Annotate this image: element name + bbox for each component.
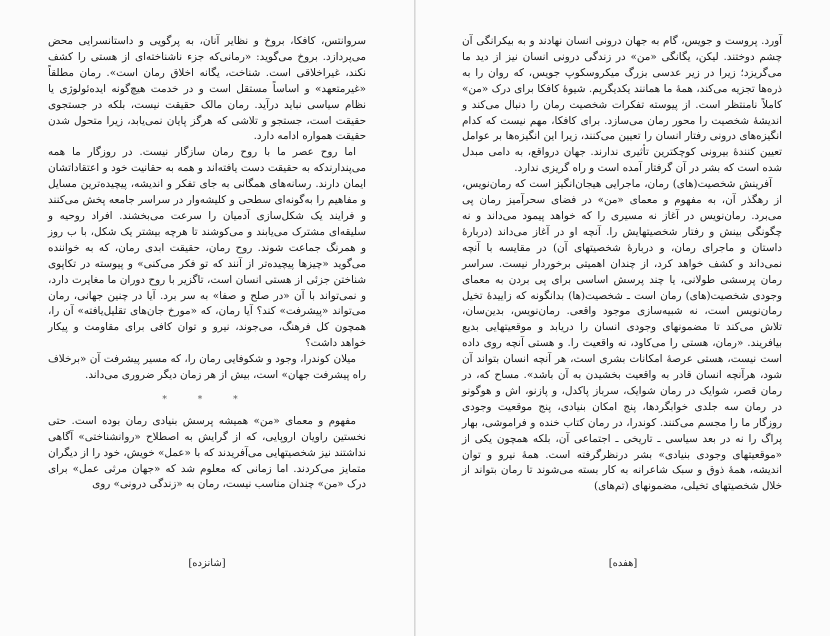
paragraph: سروانتس، کافکا، بروخ و نظایر آنان، به پرگویی و داستانسرایی محض می‌پردازد. بروخ می‌گوید: «رمانی‌که جزء ناشناخته‌ای از هستی را کشف نکند، غیراخلاقی است. شناخت، یگانه اخلاق رمان است». رمان مطلقاً «غیرمتعهد» و اساساً مستقل است و در خدمت هیچ‌گونه ایده‌ئولوژی یا نظام سیاسی نباید درآید. رمان مالک حقیقت نیست، بلکه در جستجوی حقیقت است، جستجو و تلاشی که هرگز پایان نمی‌یابد، زیرا متحول شدن حقیقت همواره ادامه دارد. <box>48 35 366 143</box>
section-separator: * * * <box>162 394 252 405</box>
paragraph: آورد. پروست و جویس، گام به جهان درونی انسان نهادند و به بیکرانگی آن چشم دوختند. لیکن، یگانگی «من» در زندگی درونی انسان نیز از دید ما می‌گریزد؛ زیرا در زیر عدسی بزرگ میکروسکوپ جویس، که روان را به ذره‌ها تجزیه می‌کند، همهٔ ما همانند یکدیگریم. شیوهٔ کافکا برای درک «من» کاملاً نامنتظر است. از پیوسته تفکرات شخصیت رمان را دنبال می‌کند و اندیشهٔ شخصیت را محور رمان می‌سازد. برای کافکا، مهم نیست که کدام انگیزه‌های درونی رفتار انسان را تعیین می‌کنند، زیرا این انگیزه‌ها بر عوامل تعیین کنندهٔ بیرونی کوچکترین تأثیری ندارند. جهان درواقع، به دامی مبدل شده است که بشر در آن گرفتار آمده است و راه گریزی ندارد. <box>462 35 782 175</box>
page-number: [هفده] <box>608 558 638 569</box>
paragraph: اما روح عصر ما با روح رمان سازگار نیست. در روزگار ما همه می‌پندارند‌که به حقیقت دست یافته‌اند و همه به حقانیت خود و اعتقاداتشان ایمان دارند. رسانه‌های همگانی به جای تفکر و اندیشه، پیچیده‌ترین مسایل و مفاهیم را به‌گونه‌ای سطحی و کلیشه‌وار در سراسر جامعه پخش می‌کنند و فرایند یک شکل‌سازی آدمیان را سرعت می‌بخشند. افراد روحیه و سلیقه‌ای مشترک می‌یابند و می‌کوشند تا هرچه بیشتر یک شکل، با ب روز و همرنگ جماعت شوند. روح رمان، حقیقت ابدی رمان، که به خواننده می‌گوید «چیزها پیچیده‌تر از آنند که تو فکر می‌کنی» و پیوسته در تکاپوی شناختن جزئی از هستی انسان است، تاگزیر با روح دوران ما مغایرت دارد، و نمی‌تواند با آن «در صلح و صفا» به سر برد. آیا در چنین جهانی، رمان می‌تواند «پیشرفت» کند؟ آیا رمان، که «مورخ جان‌های تقلیل‌یافته» آن را، همچون کل فرهنگ، می‌جوند، نیرو و توان کافی برای مقاومت و پیکار خواهد داشت؟ <box>48 146 366 350</box>
paragraph: مفهوم و معمای «من» همیشه پرسش بنیادی رمان بوده است. حتی نخستین راویان اروپایی، که از گرایش به اصطلاح «روانشناختی» آگاهی نداشتند نیز شخصیتهایی می‌آفریدند که با «عمل» خویش، خود را از دیگران متمایز می‌کردند. اما زمانی که معلوم شد که «جهان مرثی عمل» برای درک «من» چندان مناسب نیست، رمان به «زندگی درونی» روی <box>48 414 366 491</box>
right-page-text <box>462 34 782 495</box>
left-page-text <box>48 34 366 493</box>
page-number: [شانزده] <box>188 558 226 569</box>
paragraph: میلان کوندرا، وجود و شکوفایی رمان را، که مسیر پیشرفت آن «برخلاف راه پیشرفت جهان» است، بیش از هر زمان دیگر ضروری می‌داند. <box>48 353 366 382</box>
right-page <box>416 0 830 636</box>
paragraph: آفرینش شخصیت(های) رمان، ماجرایی هیجان‌انگیز است که رمان‌نویس، از رهگذر آن، به مفهوم و معمای «من» در فضای سحرآمیز رمان پی می‌برد. رمان‌نویس در آغاز نه مسیری را که خواهد پیمود می‌داند و نه چگونگی بینش و رفتار شخصیتهایش را. آنچه او در آغاز می‌داند (دربارهٔ داستان و ماجرای رمان، و دربارهٔ شخصیتهای آن) در مقایسه با آنچه نمی‌داند و کشف خواهد کرد، از چندان اهمیتی برخوردار نیست. سراسر رمان پرسشی طولانی، یا چند پرسش اساسی برای پی بردن به معمای وجودی شخصیت(های) رمان است ـ شخصیت(ها) بدانگونه که زاییدهٔ تخیل رمان‌نویس است، نه شبیه‌سازی موجود واقعی. رمان‌نویس، بدین‌سان، تلاش می‌کند تا مضمونهای وجودی انسان را دریابد و موقعیتهایی بدیع بیافریند. «رمان، هستی را می‌کاود، نه واقعیت را. و هستی آنچه روی داده است نیست، هستی عرصهٔ امکانات بشری است، هر آنچه انسان بتواند آن شود، هرآنچه انسان قادر به واقعیت بخشیدن به آن باشد». مساح که، در رمان قصر، شوایک در رمان شوایک، سرباز پاکدل، و پازنو، اش و هوگونو در رمان سه جلدی خوابگردها، پنج امکان بنیادی، پنج موقعیت وجودی روزگار ما را مجسم می‌کنند. کوندرا، در رمان کتاب خنده و فراموشی، بهار پراگ را نه در بعد سیاسی ـ تاریخی ـ اجتماعی آن، بلکه همچون یکی از «موقعیتهای وجودی بنیادی» بشر درنظرگرفته است. همهٔ نیرو و توان اندیشه، همهٔ ذوق و سبک شاعرانه به کار بسته می‌شوند تا رمان بتواند از خلال شخصیتهای تخیلی، مضمونهای (تم‌های) <box>462 178 782 493</box>
left-page <box>0 0 414 636</box>
